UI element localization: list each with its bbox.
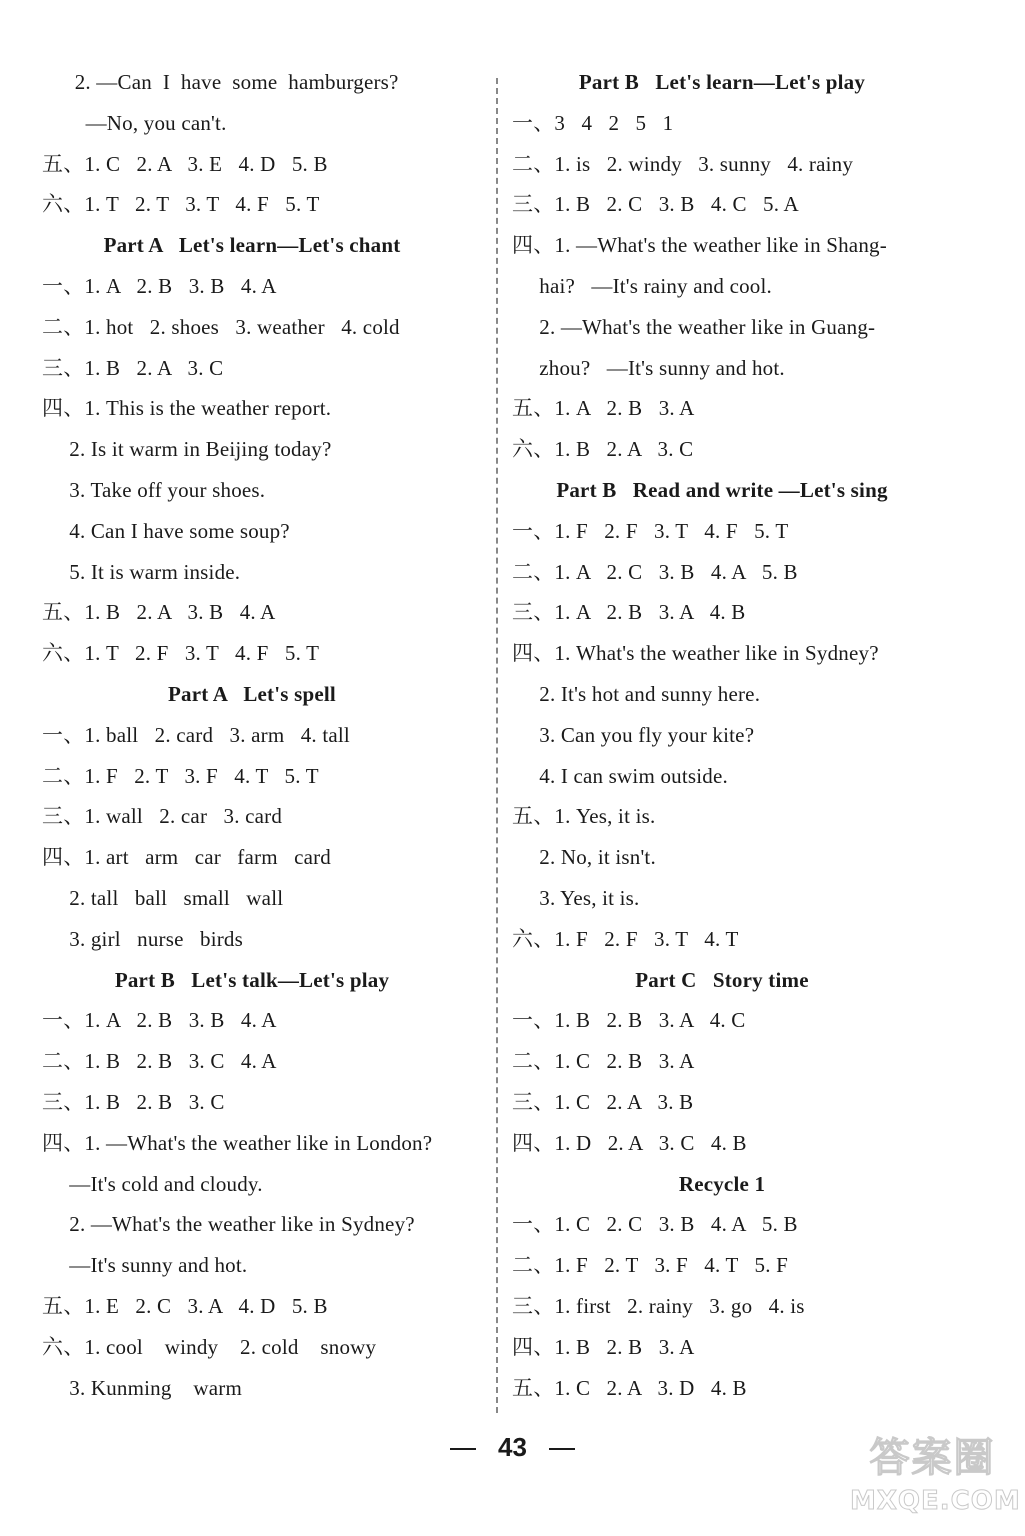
answer-line: 三、1. wall 2. car 3. card bbox=[42, 804, 283, 829]
page-number-dash-right bbox=[549, 1448, 575, 1450]
answer-line: 四、1. This is the weather report. bbox=[42, 396, 332, 421]
answer-line: 3. Take off your shoes. bbox=[42, 477, 266, 502]
answer-line: 五、1. A 2. B 3. A bbox=[512, 396, 695, 421]
answer-line: 一、1. F 2. F 3. T 4. F 5. T bbox=[512, 518, 789, 543]
answer-line: 2. It's hot and sunny here. bbox=[512, 681, 761, 706]
answer-line: 3. Yes, it is. bbox=[512, 885, 640, 910]
answer-line: 五、1. Yes, it is. bbox=[512, 804, 656, 829]
answer-line: 四、1. D 2. A 3. C 4. B bbox=[512, 1130, 747, 1155]
answer-line: 六、1. T 2. F 3. T 4. F 5. T bbox=[42, 641, 320, 666]
answer-line: 2. Is it warm in Beijing today? bbox=[42, 437, 332, 462]
answer-line: 一、1. A 2. B 3. B 4. A bbox=[42, 1008, 277, 1033]
answer-line: 三、1. C 2. A 3. B bbox=[512, 1089, 694, 1114]
answer-line: 二、1. F 2. T 3. F 4. T 5. T bbox=[42, 763, 319, 788]
answer-line: 二、1. B 2. B 3. C 4. A bbox=[42, 1049, 277, 1074]
answer-line: 二、1. is 2. windy 3. sunny 4. rainy bbox=[512, 151, 854, 176]
section-heading: Part B Let's talk—Let's play bbox=[114, 967, 390, 992]
page-number-text: 43 bbox=[498, 1432, 527, 1462]
answer-line: 4. I can swim outside. bbox=[512, 763, 728, 788]
answer-line: 5. It is warm inside. bbox=[42, 559, 241, 584]
answer-line: 四、1. What's the weather like in Sydney? bbox=[512, 641, 879, 666]
answer-line: 4. Can I have some soup? bbox=[42, 518, 290, 543]
page-number-dash-left bbox=[450, 1448, 476, 1450]
answer-line: 五、1. E 2. C 3. A 4. D 5. B bbox=[42, 1293, 328, 1318]
answer-line: 一、1. C 2. C 3. B 4. A 5. B bbox=[512, 1212, 798, 1237]
answer-line: 四、1. art arm car farm card bbox=[42, 845, 332, 870]
answer-line: 六、1. cool windy 2. cold snowy bbox=[42, 1334, 377, 1359]
answer-line: 四、1. B 2. B 3. A bbox=[512, 1334, 695, 1359]
section-heading: Part C Story time bbox=[635, 967, 809, 992]
answer-line: 3. Can you fly your kite? bbox=[512, 722, 755, 747]
section-heading: Part A Let's spell bbox=[168, 681, 336, 706]
answer-line: 一、1. A 2. B 3. B 4. A bbox=[42, 273, 277, 298]
answer-line: 一、3 4 2 5 1 bbox=[512, 110, 674, 135]
answer-line: 一、1. B 2. B 3. A 4. C bbox=[512, 1008, 746, 1033]
answer-line: 三、1. B 2. C 3. B 4. C 5. A bbox=[512, 192, 799, 217]
answer-line: 三、1. A 2. B 3. A 4. B bbox=[512, 600, 746, 625]
answer-line: zhou? —It's sunny and hot. bbox=[512, 355, 785, 380]
answer-line: 三、1. first 2. rainy 3. go 4. is bbox=[512, 1293, 805, 1318]
answer-line: 3. Kunming warm bbox=[42, 1375, 242, 1400]
watermark-chars: 答案圈 bbox=[869, 1435, 996, 1481]
column-divider bbox=[496, 78, 498, 1413]
answer-line: 2. —What's the weather like in Guang- bbox=[512, 314, 876, 339]
left-answer-column bbox=[42, 62, 482, 1408]
answer-line: 六、1. T 2. T 3. T 4. F 5. T bbox=[42, 192, 320, 217]
answer-line: 二、1. hot 2. shoes 3. weather 4. cold bbox=[42, 314, 400, 339]
right-answer-column bbox=[512, 62, 952, 1408]
answer-line: hai? —It's rainy and cool. bbox=[512, 273, 772, 298]
section-heading: Recycle 1 bbox=[678, 1171, 766, 1196]
section-heading: Part A Let's learn—Let's chant bbox=[103, 233, 401, 258]
answer-line: 2. —What's the weather like in Sydney? bbox=[42, 1212, 415, 1237]
answer-line: 二、1. C 2. B 3. A bbox=[512, 1049, 695, 1074]
answer-line: 2. —Can I have some hamburgers? bbox=[42, 70, 399, 94]
answer-line: 2. tall ball small wall bbox=[42, 885, 284, 910]
answer-line: 五、1. C 2. A 3. D 4. B bbox=[512, 1375, 747, 1400]
answer-line: —It's sunny and hot. bbox=[42, 1253, 248, 1278]
section-heading: Part B Read and write —Let's sing bbox=[556, 477, 888, 502]
answer-line: 2. No, it isn't. bbox=[512, 845, 656, 870]
answer-line: 3. girl nurse birds bbox=[42, 926, 243, 951]
answer-line: 三、1. B 2. B 3. C bbox=[42, 1089, 225, 1114]
answer-line: —It's cold and cloudy. bbox=[42, 1171, 263, 1196]
answer-line: 二、1. F 2. T 3. F 4. T 5. F bbox=[512, 1253, 788, 1278]
watermark-logo bbox=[850, 1432, 1021, 1528]
section-heading: Part B Let's learn—Let's play bbox=[578, 70, 866, 94]
answer-line: 三、1. B 2. A 3. C bbox=[42, 355, 224, 380]
answer-line: 一、1. ball 2. card 3. arm 4. tall bbox=[42, 722, 350, 747]
answer-line: 四、1. —What's the weather like in London? bbox=[42, 1130, 433, 1155]
watermark-url: MXQE.COM bbox=[850, 1486, 1021, 1516]
answer-line: —No, you can't. bbox=[42, 110, 227, 135]
answer-line: 六、1. B 2. A 3. C bbox=[512, 437, 694, 462]
answer-line: 五、1. B 2. A 3. B 4. A bbox=[42, 600, 276, 625]
answer-line: 五、1. C 2. A 3. E 4. D 5. B bbox=[42, 151, 328, 176]
answer-line: 六、1. F 2. F 3. T 4. T bbox=[512, 926, 739, 951]
answer-line: 二、1. A 2. C 3. B 4. A 5. B bbox=[512, 559, 798, 584]
answer-line: 四、1. —What's the weather like in Shang- bbox=[512, 233, 887, 258]
